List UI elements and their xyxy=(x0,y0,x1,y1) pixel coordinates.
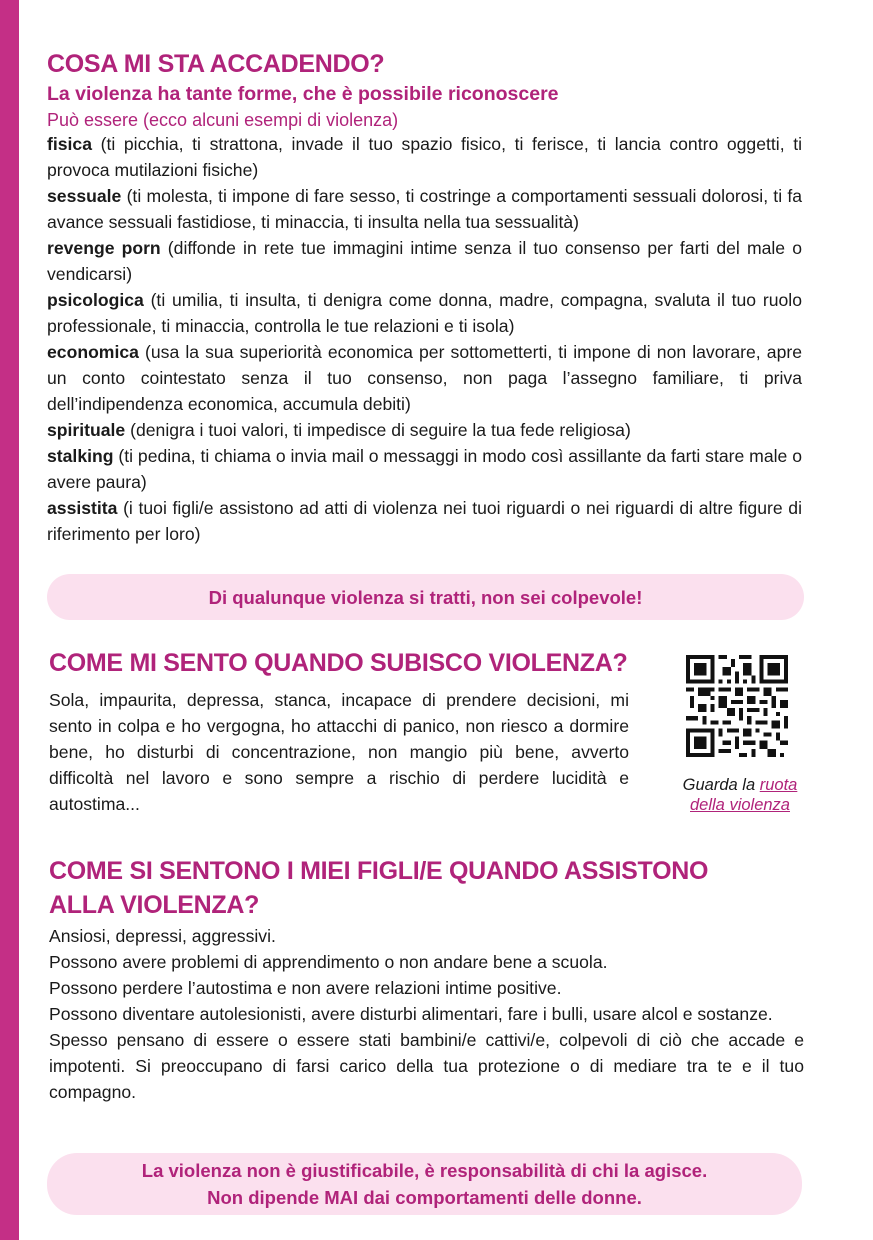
children-effect-item: Possono perdere l’autostima e non avere relazioni intime positive. xyxy=(49,978,562,998)
ruota-link-line2[interactable]: della violenza xyxy=(690,796,790,814)
violence-type-desc: (ti pedina, ti chiama o invia mail o messaggi in modo così assillante da farti stare male o avere paura) xyxy=(47,446,802,492)
violence-type-desc: (usa la sua superiorità economica per sottometterti, ti impone di non lavorare, apre un conto cointestato senza il tuo consenso, non paga l’assegno familiare, ti priva dell’indipendenza economica, accumula debiti) xyxy=(47,342,802,414)
callout-not-guilty-text: Di qualunque violenza si tratti, non sei colpevole! xyxy=(208,586,643,608)
violence-type-desc: (ti molesta, ti impone di fare sesso, ti costringe a comportamenti sessuali dolorosi, ti fa avance sessuali fastidiose, ti minaccia, ti insulta nella tua sessualità) xyxy=(47,186,802,232)
callout-not-guilty xyxy=(47,574,804,620)
callout-not-justifiable-line2: Non dipende MAI dai comportamenti delle donne. xyxy=(207,1187,642,1208)
violence-type-item xyxy=(47,183,802,235)
violence-type-item xyxy=(47,443,802,495)
children-effect-item: Spesso pensano di essere o essere stati bambini/e cattivi/e, colpevoli di ciò che accade e impotenti. Si preoccupano di farsi carico della tua protezione o di mediare tra te e il tuo compagno. xyxy=(49,1030,804,1102)
children-effect-item: Ansiosi, depressi, aggressivi. xyxy=(49,926,276,946)
violence-type-item xyxy=(47,131,802,183)
section-subtitle: La violenza ha tante forme, che è possibile riconoscere xyxy=(47,83,559,105)
section-title-figli-line2: ALLA VIOLENZA? xyxy=(49,891,260,919)
violence-type-term: fisica xyxy=(47,134,92,154)
qr-code-icon[interactable] xyxy=(686,655,788,757)
violence-type-term: assistita xyxy=(47,498,118,518)
children-effect-item: Possono diventare autolesionisti, avere disturbi alimentari, fare i bulli, usare alcol e sostanze. xyxy=(49,1004,773,1024)
section-title-figli-line1: COME SI SENTONO I MIEI FIGLI/E QUANDO ASSISTONO xyxy=(49,857,709,885)
ruota-link[interactable]: ruota xyxy=(759,776,798,794)
qr-caption xyxy=(670,775,810,815)
side-accent-bar xyxy=(0,0,19,1240)
children-effect-item: Possono avere problemi di apprendimento o non andare bene a scuola. xyxy=(49,952,608,972)
violence-type-desc: (diffonde in rete tue immagini intime senza il tuo consenso per farti del male o vendicarsi) xyxy=(47,238,802,284)
violence-type-term: sessuale xyxy=(47,186,122,206)
violence-type-desc: (denigra i tuoi valori, ti impedisce di seguire la tua fede religiosa) xyxy=(125,420,631,440)
violence-type-item xyxy=(47,495,802,547)
violence-type-item xyxy=(47,339,802,417)
callout-not-justifiable xyxy=(47,1153,802,1215)
qr-caption-prefix: Guarda la xyxy=(682,776,756,794)
callout-not-justifiable-line1: La violenza non è giustificabile, è responsabilità di chi la agisce. xyxy=(141,1160,708,1181)
violence-type-term: economica xyxy=(47,342,139,362)
feelings-paragraph: Sola, impaurita, depressa, stanca, incapace di prendere decisioni, mi sento in colpa e ho vergogna, ho attacchi di panico, non riesco a dormire bene, ho disturbi di concentrazione, non mangio più bene, avverto difficoltà nel lavoro e sono sempre a rischio di perdere lucidità e autostima... xyxy=(49,690,629,814)
violence-type-term: revenge porn xyxy=(47,238,161,258)
violence-type-term: spirituale xyxy=(47,420,126,440)
section-intro: Può essere (ecco alcuni esempi di violenza) xyxy=(47,110,399,130)
section-title-come-mi-sento: COME MI SENTO QUANDO SUBISCO VIOLENZA? xyxy=(49,649,628,677)
violence-type-desc: (ti umilia, ti insulta, ti denigra come donna, madre, compagna, svaluta il tuo ruolo professionale, ti minaccia, controlla le tue relazioni e ti isola) xyxy=(47,290,802,336)
violence-type-item xyxy=(47,417,802,443)
section-title-cosa-mi-sta-accadendo: COSA MI STA ACCADENDO? xyxy=(47,50,385,78)
violence-type-item xyxy=(47,235,802,287)
violence-type-item xyxy=(47,287,802,339)
violence-type-term: psicologica xyxy=(47,290,144,310)
violence-types-list xyxy=(47,131,802,547)
children-effects-list xyxy=(49,923,804,1105)
violence-type-term: stalking xyxy=(47,446,114,466)
violence-type-desc: (i tuoi figli/e assistono ad atti di violenza nei tuoi riguardi o nei riguardi di altre figure di riferimento per loro) xyxy=(47,498,802,544)
violence-type-desc: (ti picchia, ti strattona, invade il tuo spazio fisico, ti ferisce, ti lancia contro oggetti, ti provoca mutilazioni fisiche) xyxy=(47,134,802,180)
